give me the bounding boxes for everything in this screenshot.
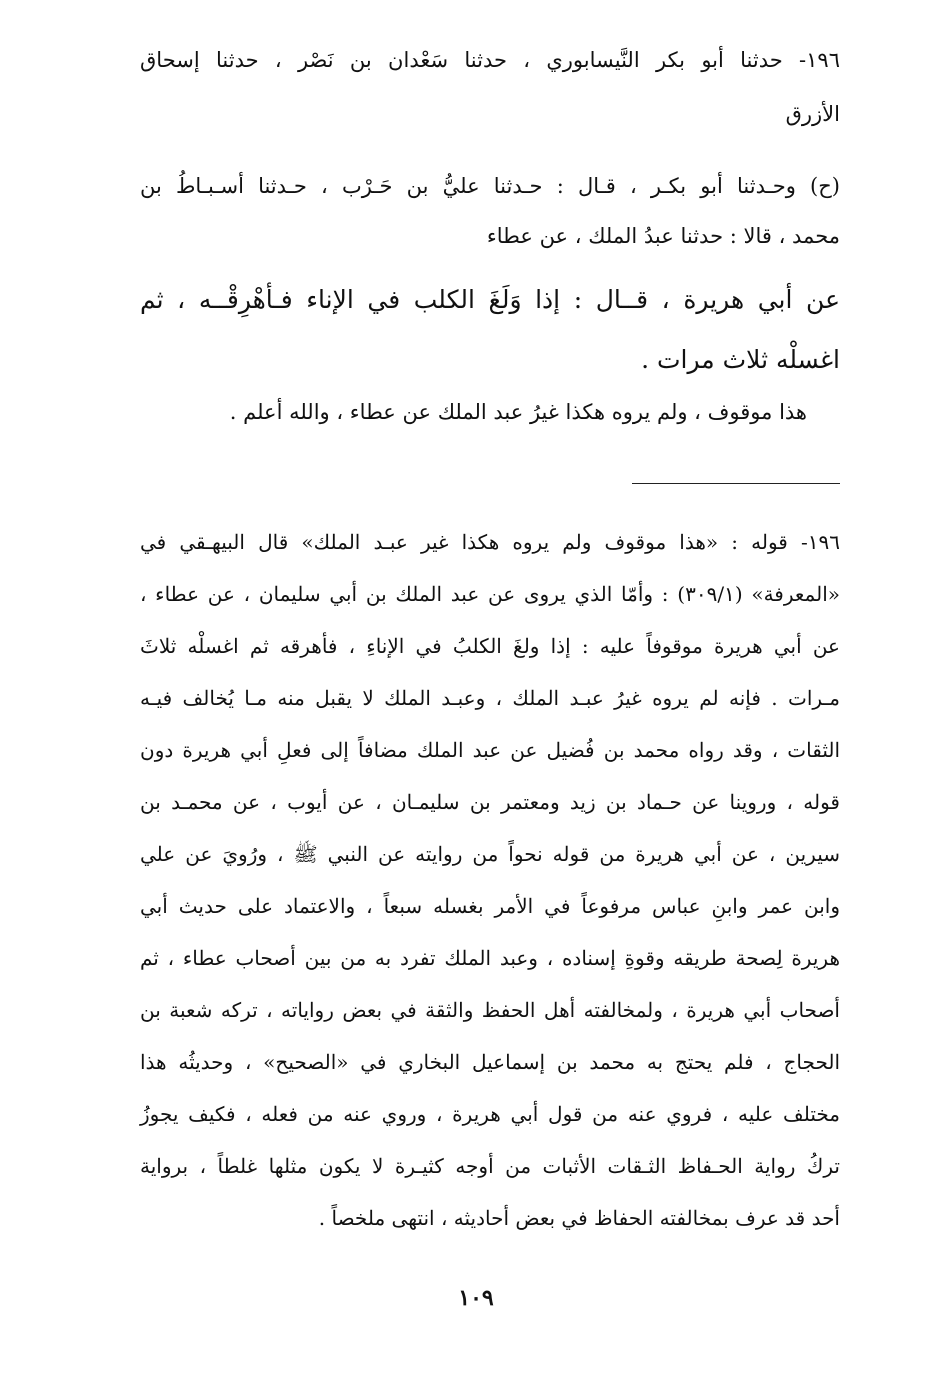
- isnad-line: (ح) وحـدثنا أبو بكـر ، قـال : حـدثنا عليُّ بن حَـرْب ، حـدثنا أسـبـاطُ بن: [140, 174, 840, 198]
- footnote-line: مختلف عليه ، فروي عنه من قول أبي هريرة ، وروي عنه من فعله ، فكيف يجوزُ: [140, 1102, 840, 1126]
- isnad-line: الأزرق: [785, 102, 840, 126]
- footnote-line: تركُ رواية الحـفاظ الثـقات الأثبات من أوجه كثيـرة لا يكون مثلها غلطاً ، برواية: [140, 1154, 840, 1178]
- footnote-line: الثقات ، وقد رواه محمد بن فُضيل عن عبد الملك مضافاً إلى فعلِ أبي هريرة دون: [140, 738, 840, 762]
- footnote-line: هريرة لِصحة طريقه وقوةِ إسناده ، وعبد الملك تفرد به من بين أصحاب عطاء ، ثم: [140, 946, 840, 970]
- footnote-line: «المعرفة» (٣٠٩/١) : وأمّا الذي يروى عن عبد الملك بن أبي سليمان ، عن عطاء ،: [140, 582, 840, 606]
- isnad-line: ١٩٦- حدثنا أبو بكر النَّيسابوري ، حدثنا سَعْدان بن نَصْر ، حدثنا إسحاق: [140, 48, 840, 72]
- isnad-line: محمد ، قالا : حدثنا عبدُ الملك ، عن عطاء: [486, 224, 840, 248]
- footnote-line: أحد قد عرف بمخالفته الحفاظ في بعض أحاديثه ، انتهى ملخصاً .: [318, 1206, 840, 1230]
- comment-line: هذا موقوف ، ولم يروه هكذا غيرُ عبد الملك عن عطاء ، والله أعلم .: [229, 400, 807, 424]
- footnote-line: وابن عمر وابنِ عباس مرفوعاً في الأمر بغسله سبعاً ، والاعتماد على حديث أبي: [140, 894, 840, 918]
- footnote-line: الحجاج ، فلم يحتج به محمد بن إسماعيل البخاري في «الصحيح» ، وحديثُه هذا: [140, 1050, 840, 1074]
- footnote-line: قوله ، وروينا عن حـماد بن زيد ومعتمر بن سليمـان ، عن أيوب ، عن محمـد بن: [140, 790, 840, 814]
- footnote-separator: [632, 483, 840, 484]
- matn-line: اغسلْه ثلاث مرات .: [641, 345, 840, 374]
- footnote-line: سيرين ، عن أبي هريرة من قوله نحواً من روايته عن النبي ﷺ ، ورُويَ عن علي: [140, 842, 840, 866]
- footnote-line: عن أبي هريرة موقوفاً عليه : إذا ولغَ الكلبُ في الإناءِ ، فأهرقه ثم اغسلْه ثلاثَ: [140, 634, 840, 658]
- footnote-line: ١٩٦- قوله : «هذا موقوف ولم يروه هكذا غير عبـد الملك» قال البيهـقي في: [140, 530, 840, 554]
- matn-line: عن أبي هريرة ، قــال : إذا وَلَغَ الكلب في الإناء فـأهْرِقْــه ، ثم: [140, 285, 840, 314]
- footnote-line: أصحاب أبي هريرة ، ولمخالفته أهل الحفظ والثقة في بعض رواياته ، تركه شعبة بن: [140, 998, 840, 1022]
- page-number: ١٠٩: [458, 1285, 494, 1311]
- footnote-line: مـرات . فإنه لم يروه غيرُ عبـد الملك ، وعبـد الملك لا يقبل منه مـا يُخالف فيـه: [140, 686, 840, 710]
